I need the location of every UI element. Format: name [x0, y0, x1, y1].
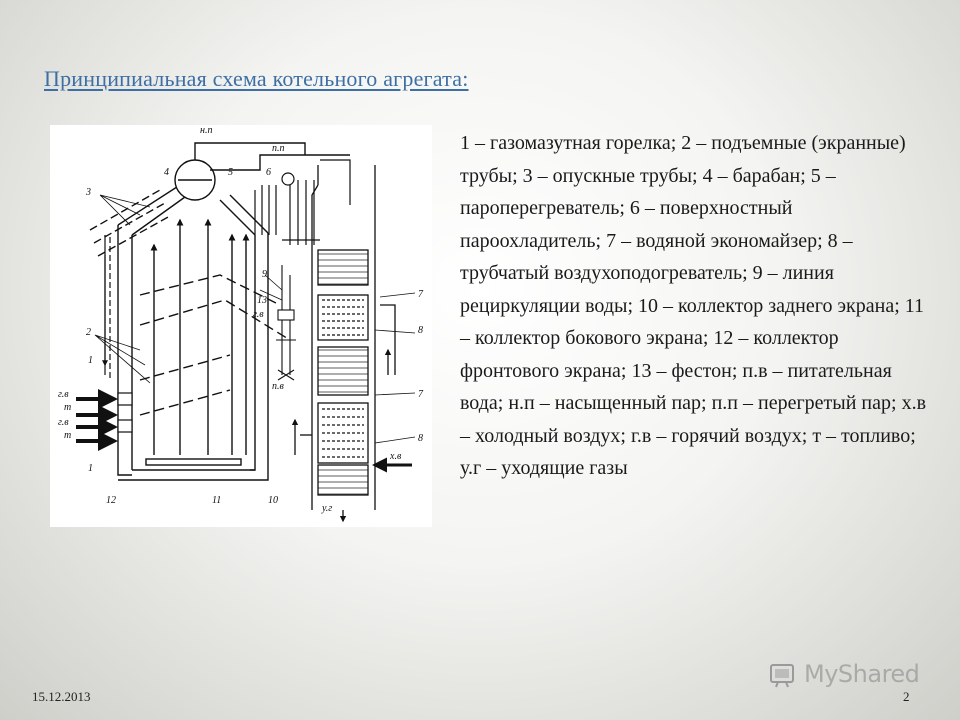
label-np: н.п: [200, 125, 213, 136]
slide-title: Принципиальная схема котельного агрегата:: [44, 66, 469, 91]
convective-shaft: [295, 165, 412, 521]
label-gv-2: г.в: [58, 417, 69, 428]
label-7-top: 7: [418, 289, 423, 300]
label-5: 5: [228, 167, 233, 178]
label-8-bottom: 8: [418, 433, 423, 444]
label-gv-top: г.в: [253, 309, 264, 320]
label-yg: у.г: [322, 503, 333, 514]
projector-icon: [768, 659, 798, 689]
watermark-text: MyShared: [804, 660, 920, 688]
label-4: 4: [164, 167, 169, 178]
label-6: 6: [266, 167, 271, 178]
label-8-top: 8: [418, 325, 423, 336]
label-pp: п.п: [272, 143, 285, 154]
label-12: 12: [106, 495, 116, 506]
label-gv-1: г.в: [58, 389, 69, 400]
burners: [76, 393, 132, 441]
label-7-mid: 7: [418, 389, 423, 400]
label-t-1: т: [64, 402, 72, 413]
legend-text: 1 – газомазутная горелка; 2 – подъемные (экранные) трубы; 3 – опускные трубы; 4 – барабан; 5 – пароперегреватель; 6 – поверхностный пароохладитель; 7 – водяной экономайзер; 8 – трубчатый воздухоподогреватель; 9 – линия рециркуляции воды; 10 – коллектор заднего экрана; 11 – коллектор бокового экрана; 12 – коллектор фронтового экрана; 13 – фестон; п.в – питательная вода; н.п – насыщенный пар; п.п – перегретый пар; х.в – холодный воздух; г.в – горячий воздух; т – топливо; у.г – уходящие газы: [460, 132, 927, 479]
label-11: 11: [212, 495, 222, 506]
footer-date: 15.12.2013: [32, 689, 91, 704]
label-9: 9: [262, 269, 267, 280]
label-13: 13: [257, 295, 267, 306]
label-3: 3: [86, 187, 91, 198]
label-10: 10: [268, 495, 278, 506]
recirculation: [276, 265, 296, 380]
label-2: 2: [86, 327, 91, 338]
label-1-top: 1: [88, 355, 93, 366]
boiler-diagram: [50, 125, 432, 527]
page-number: 2: [903, 689, 910, 704]
watermark: [768, 656, 928, 692]
downcomers: [105, 235, 110, 380]
label-xv: х.в: [390, 451, 402, 462]
label-1-bottom: 1: [88, 463, 93, 474]
label-t-2: т: [64, 430, 72, 441]
furnace: [90, 185, 290, 480]
label-pv: п.в: [272, 381, 284, 392]
